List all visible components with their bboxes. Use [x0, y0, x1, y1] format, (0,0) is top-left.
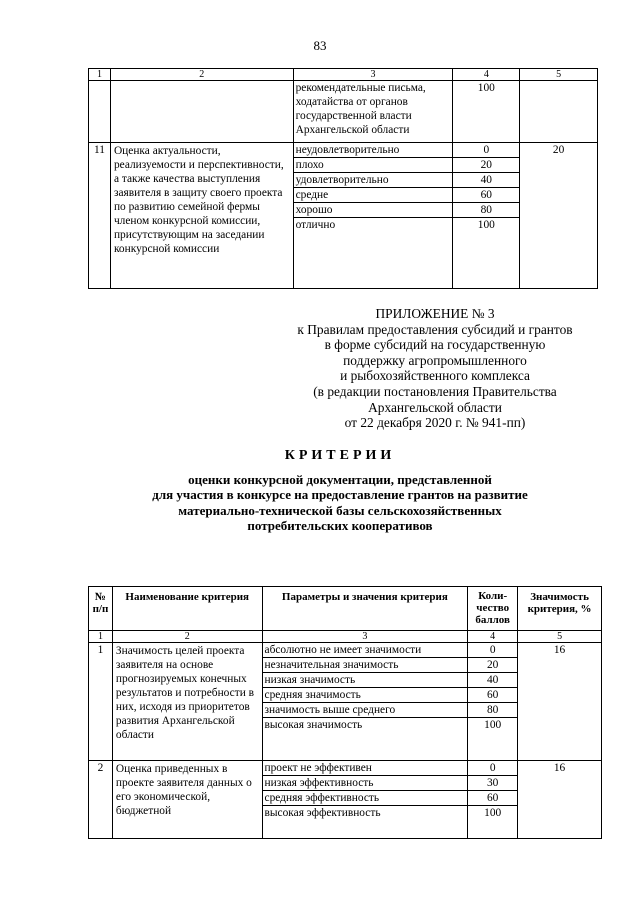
continuation-table	[88, 68, 598, 289]
col-number: 3	[293, 69, 453, 81]
param-item: неудовлетворительно	[294, 143, 453, 158]
appendix-line: ПРИЛОЖЕНИЕ № 3	[375, 306, 495, 321]
criterion-weight: 16	[518, 643, 602, 761]
table-header-row	[89, 587, 602, 631]
table-row	[89, 143, 598, 289]
score-item: 20	[453, 158, 519, 173]
col-number: 2	[110, 69, 293, 81]
param-item: плохо	[294, 158, 453, 173]
score-item: 60	[453, 188, 519, 203]
table-row	[89, 643, 602, 761]
param-item: низкая эффективность	[263, 776, 468, 791]
appendix-line: поддержку агропромышленного	[343, 352, 527, 368]
param-item: средняя значимость	[263, 688, 468, 703]
header-params: Параметры и значения критерия	[262, 587, 468, 631]
row-number: 1	[89, 643, 113, 761]
criteria-subtitle	[80, 472, 600, 534]
col-number: 1	[89, 69, 111, 81]
col-number: 5	[518, 631, 602, 643]
appendix-line: и рыбохозяйственного комплекса	[340, 368, 530, 384]
criterion-scores	[468, 761, 518, 839]
criteria-table	[88, 586, 602, 839]
param-item: хорошо	[294, 203, 453, 218]
column-number-row	[89, 631, 602, 643]
criterion-weight: 20	[520, 143, 598, 289]
col-number: 3	[262, 631, 468, 643]
subtitle-line: потребительских кооперативов	[247, 518, 433, 534]
appendix-line: в форме субсидий на государственную	[324, 337, 546, 353]
subtitle-line: оценки конкурсной документации, представленной	[188, 472, 492, 487]
appendix-line: от 22 декабря 2020 г. № 941-пп)	[344, 415, 526, 431]
criteria-title: КРИТЕРИИ	[284, 448, 396, 463]
score-item: 0	[468, 761, 517, 776]
appendix-line: (в редакции постановления Правительства	[313, 383, 557, 399]
header-weight: Значимость критерия, %	[518, 587, 602, 631]
criterion-params	[293, 143, 453, 289]
table-row	[89, 761, 602, 839]
param-item: абсолютно не имеет значимости	[263, 643, 468, 658]
score-item: 100	[477, 219, 495, 231]
param-item: отлично	[295, 219, 336, 231]
param-item: удовлетворительно	[294, 173, 453, 188]
appendix-line: Архангельской области	[368, 399, 502, 415]
col-number: 2	[112, 631, 262, 643]
appendix-line: к Правилам предоставления субсидий и грантов	[297, 321, 573, 337]
page-number: 83	[313, 38, 327, 53]
header-count: Коли-чество баллов	[468, 587, 518, 631]
column-number-row	[89, 69, 598, 81]
score-item: 60	[468, 791, 517, 806]
col-number: 5	[520, 69, 598, 81]
criterion-params	[262, 761, 468, 839]
param-item: низкая значимость	[263, 673, 468, 688]
row-number: 2	[89, 761, 113, 839]
param-item: средне	[294, 188, 453, 203]
score-item: 30	[468, 776, 517, 791]
score-item: 80	[468, 703, 517, 718]
appendix-heading	[280, 306, 590, 431]
criterion-weight: 16	[518, 761, 602, 839]
header-num: № п/п	[89, 587, 113, 631]
score-item: 80	[453, 203, 519, 218]
criterion-scores	[468, 643, 518, 761]
col-number: 4	[468, 631, 518, 643]
score-item: 40	[453, 173, 519, 188]
score-item: 100	[484, 807, 502, 819]
score-item: 100	[484, 719, 502, 731]
subtitle-line: для участия в конкурсе на предоставление грантов на развитие	[152, 487, 528, 503]
score-item: 0	[468, 643, 517, 658]
criterion-score: 100	[453, 81, 520, 143]
param-item: высокая эффективность	[264, 807, 381, 819]
score-item: 20	[468, 658, 517, 673]
criterion-name: Значимость целей проекта заявителя на основе прогнозируемых конечных результатов и потребности в них, исходя из приоритетов развития Архангельской области	[112, 643, 262, 761]
criterion-params: рекомендательные письма, ходатайства от органов государственной власти Архангельской области	[293, 81, 453, 143]
param-item: значимость выше среднего	[263, 703, 468, 718]
row-number: 11	[89, 143, 111, 289]
header-name: Наименование критерия	[112, 587, 262, 631]
score-item: 0	[453, 143, 519, 158]
col-number: 4	[453, 69, 520, 81]
subtitle-line: материально-технической базы сельскохозяйственных	[178, 502, 502, 518]
criterion-name: Оценка актуальности, реализуемости и перспективности, а также качества выступления заявителя в защиту своего проекта по развитию семейной фермы членом конкурсной комиссии, присутствующим на заседании конкурсной комиссии	[110, 143, 293, 289]
criterion-name: Оценка приведенных в проекте заявителя данных о его экономической, бюджетной	[112, 761, 262, 839]
param-item: проект не эффективен	[263, 761, 468, 776]
col-number: 1	[89, 631, 113, 643]
criterion-params	[262, 643, 468, 761]
param-item: высокая значимость	[264, 719, 363, 731]
param-item: незначительная значимость	[263, 658, 468, 673]
criterion-scores	[453, 143, 520, 289]
score-item: 40	[468, 673, 517, 688]
score-item: 60	[468, 688, 517, 703]
param-item: средняя эффективность	[263, 791, 468, 806]
table-row	[89, 81, 598, 143]
